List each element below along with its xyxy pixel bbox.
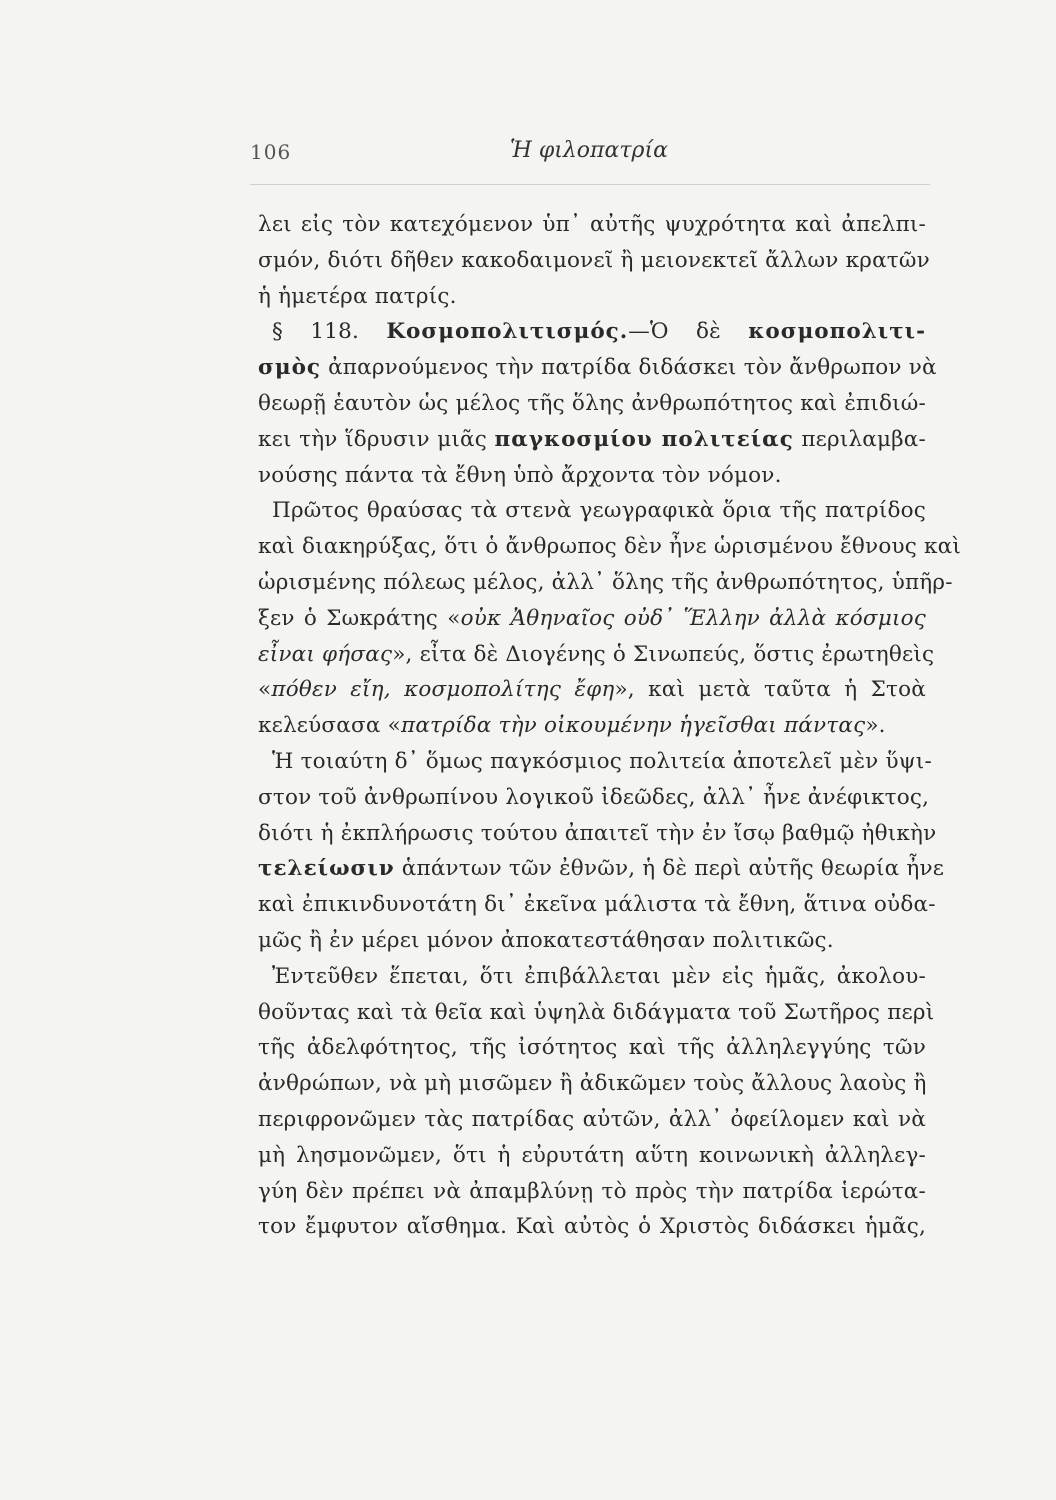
text-line: ἡ ἡμετέρα πατρίς. [258,283,457,309]
quote-span: πόθεν εἴη, κοσμοπολίτης ἔφη [271,677,615,703]
text-span: », εἶτα δὲ Διογένης ὁ Σινωπεύς, ὅστις ἐρωτηθεὶς [392,641,935,667]
running-title: Ἡ φιλοπατρία [510,138,668,163]
text-line: νούσης πάντα τὰ ἔθνη ὑπὸ ἄρχοντα τὸν νόμον. [258,462,782,488]
text-span: κελεύσασα « [258,713,401,739]
text-line [258,672,926,708]
text-line: περιφρονῶμεν τὰς πατρίδας αὐτῶν, ἀλλ᾽ ὀφείλομεν καὶ νὰ [258,1106,926,1132]
text-line [258,637,935,673]
bold-term: σμὸς [258,355,322,381]
paragraph-first-line: Πρῶτος θραύσας τὰ στενὰ γεωγραφικὰ ὅρια τῆς πατρίδος [272,498,926,524]
text-line: καὶ ἐπικινδυνοτάτη δι᾽ ἐκεῖνα μάλιστα τὰ ἔθνη, ἅτινα οὐδα- [258,892,936,918]
text-line: διότι ἡ ἐκπλήρωσις τούτου ἀπαιτεῖ τὴν ἐν ἴσῳ βαθμῷ ἠθικὴν [258,820,937,846]
page-number: 106 [250,140,292,164]
text-line: σμόν, διότι δῆθεν κακοδαιμονεῖ ἢ μειονεκτεῖ ἄλλων κρατῶν [258,247,930,273]
bold-term: κοσμοπολιτι- [748,319,926,345]
text-line: ὡρισμένης πόλεως μέλος, ἀλλ᾽ ὅλης τῆς ἀνθρωπότητος, ὑπῆρ- [258,569,953,595]
text-line [258,422,926,458]
text-span: περιλαμβα- [793,426,926,452]
bold-term: τελείωσιν [258,856,395,882]
text-line [258,350,937,386]
text-line: μῶς ἢ ἐν μέρει μόνον ἀποκατεστάθησαν πολιτικῶς. [258,927,834,953]
quote-span: οὐκ Ἀθηναῖος οὐδ᾽ Ἕλλην ἀλλὰ κόσμιος [460,605,927,631]
paragraph-first-line: Ἐντεῦθεν ἕπεται, ὅτι ἐπιβάλλεται μὲν εἰς ἡμᾶς, ἀκολου- [272,963,926,989]
text-span: « [258,677,272,703]
page-header [250,140,930,180]
text-span: ἀπαρνούμενος τὴν πατρίδα διδάσκει τὸν ἄνθρωπον νὰ [321,355,937,381]
quote-span: πατρίδα τὴν οἰκουμένην ἡγεῖσθαι πάντας [401,713,866,739]
text-line: στον τοῦ ἀνθρωπίνου λογικοῦ ἰδεῶδες, ἀλλ᾽ ἦνε ἀνέφικτος, [258,784,930,810]
text-line: γύη δὲν πρέπει νὰ ἀπαμβλύνῃ τὸ πρὸς τὴν πατρίδα ἱερώτα- [258,1178,926,1204]
section-number: § 118. [272,319,387,345]
text-line: μὴ λησμονῶμεν, ὅτι ἡ εὐρυτάτη αὕτη κοινωνικὴ ἀλληλεγ- [258,1142,926,1168]
text-line [258,851,945,887]
bold-term: παγκοσμίου πολιτείας [494,426,794,452]
section-heading-line [258,314,926,350]
header-rule [250,184,930,185]
text-line: καὶ διακηρύξας, ὅτι ὁ ἄνθρωπος δὲν ἦνε ὡρισμένου ἔθνους καὶ [258,534,961,560]
body-text [258,207,961,1245]
quote-span: εἶναι φήσας [258,641,393,667]
text-span: ». [865,713,886,739]
text-line: ἀνθρώπων, νὰ μὴ μισῶμεν ἢ ἀδικῶμεν τοὺς ἄλλους λαοὺς ἢ [258,1071,927,1097]
text-line [258,708,926,744]
text-span: κει τὴν ἵδρυσιν μιᾶς [258,426,495,452]
text-line: τῆς ἀδελφότητος, τῆς ἰσότητος καὶ τῆς ἀλληλεγγύης τῶν [258,1035,926,1061]
text-line: θεωρῇ ἑαυτὸν ὡς μέλος τῆς ὅλης ἀνθρωπότητος καὶ ἐπιδιώ- [258,390,926,416]
paragraph-first-line: Ἡ τοιαύτη δ᾽ ὅμως παγκόσμιος πολιτεία ἀποτελεῖ μὲν ὕψι- [272,748,932,774]
text-span: —Ὁ δὲ [628,319,749,345]
text-line: λει εἰς τὸν κατεχόμενον ὑπ᾽ αὐτῆς ψυχρότητα καὶ ἀπελπι- [258,212,926,237]
text-line: θοῦντας καὶ τὰ θεῖα καὶ ὑψηλὰ διδάγματα τοῦ Σωτῆρος περὶ [258,999,935,1025]
text-line: τον ἔμφυτον αἴσθημα. Καὶ αὐτὸς ὁ Χριστὸς διδάσκει ἡμᾶς, [258,1214,926,1240]
text-span: ξεν ὁ Σωκράτης « [258,605,461,631]
text-span: », καὶ μετὰ ταῦτα ἡ Στοὰ [614,677,926,703]
text-line [258,601,926,637]
text-span: ἁπάντων τῶν ἐθνῶν, ἡ δὲ περὶ αὐτῆς θεωρία ἦνε [394,856,945,882]
section-title: Κοσμοπολιτισμός. [386,319,629,345]
